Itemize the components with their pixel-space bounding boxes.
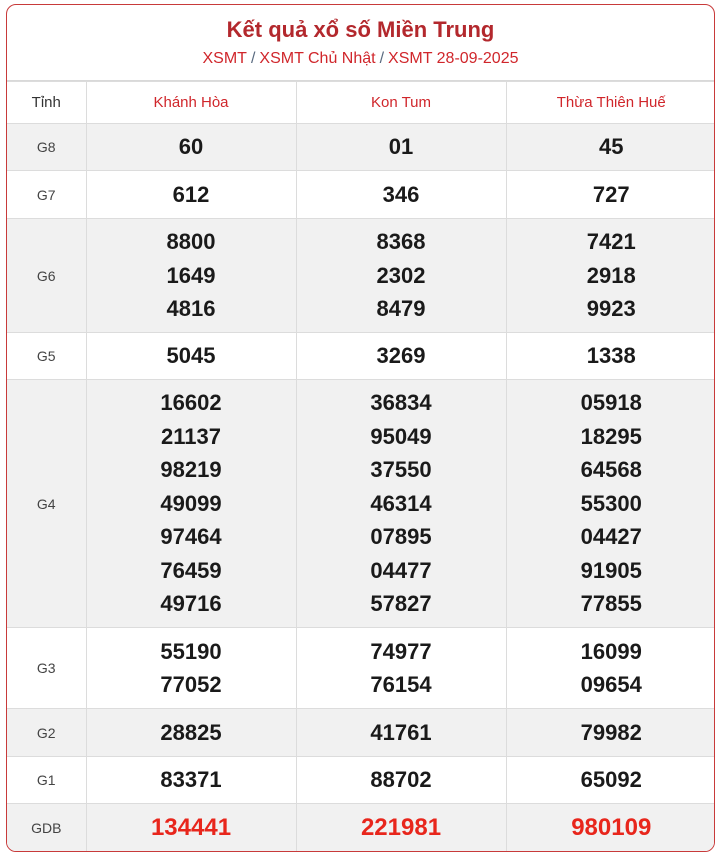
result-number: 21137 (161, 423, 221, 449)
breadcrumb-separator: / (379, 50, 385, 67)
result-number: 37550 (370, 457, 432, 483)
result-cell-khanh-hoa (86, 219, 296, 333)
result-number: 5045 (166, 343, 216, 369)
result-cell-khanh-hoa (86, 380, 296, 628)
result-cell-khanh-hoa (86, 709, 296, 757)
breadcrumb (7, 49, 714, 69)
breadcrumb-xsmt-date[interactable]: XSMT 28-09-2025 (388, 50, 519, 67)
result-number: 04427 (580, 524, 642, 550)
result-cell-khanh-hoa (86, 757, 296, 804)
column-header-thua-thien-hue[interactable]: Thừa Thiên Huế (506, 82, 715, 124)
result-number: 1649 (166, 262, 216, 288)
result-number: 8368 (376, 229, 426, 255)
table-row (7, 171, 715, 219)
result-number: 49099 (160, 490, 222, 516)
result-number: 98219 (160, 457, 222, 483)
result-number: 16602 (160, 390, 222, 416)
result-number: 49716 (160, 591, 222, 617)
result-cell-kon-tum (296, 628, 506, 709)
prize-label: G7 (7, 171, 86, 219)
result-number: 2918 (586, 262, 636, 288)
result-number: 346 (382, 181, 420, 207)
result-number: 77855 (580, 591, 642, 617)
table-row (7, 628, 715, 709)
table-row (7, 757, 715, 804)
prize-label: G3 (7, 628, 86, 709)
result-number: 612 (172, 181, 210, 207)
result-number: 76154 (370, 672, 432, 697)
result-number: 65092 (580, 767, 642, 793)
result-number: 221981 (360, 814, 442, 841)
result-cell-thua-thien-hue (506, 709, 715, 757)
table-row (7, 804, 715, 852)
result-number: 64568 (580, 457, 642, 483)
table-row (7, 219, 715, 333)
result-number: 45 (599, 134, 624, 160)
prize-label: G1 (7, 757, 86, 804)
result-number: 09654 (580, 672, 642, 697)
result-number: 28825 (160, 719, 222, 745)
result-number: 77052 (160, 672, 222, 697)
result-number: 07895 (370, 524, 432, 550)
result-cell-kon-tum (296, 124, 506, 171)
prize-label: G2 (7, 709, 86, 757)
result-cell-khanh-hoa (86, 171, 296, 219)
breadcrumb-xsmt[interactable]: XSMT (202, 50, 247, 67)
result-cell-thua-thien-hue (506, 124, 715, 171)
result-number: 04477 (370, 557, 432, 583)
result-cell-khanh-hoa (86, 333, 296, 380)
result-number: 91905 (580, 557, 642, 583)
result-number: 9923 (586, 296, 636, 322)
result-number: 16099 (580, 638, 642, 664)
results-table (7, 81, 715, 852)
prize-label: GDB (7, 804, 86, 852)
result-cell-thua-thien-hue (506, 219, 715, 333)
results-card (6, 4, 715, 852)
result-number: 74977 (370, 638, 432, 664)
result-cell-khanh-hoa (86, 124, 296, 171)
result-number: 1338 (586, 343, 636, 369)
result-number: 980109 (571, 814, 652, 841)
prize-label: G8 (7, 124, 86, 171)
result-number: 88702 (370, 767, 432, 793)
result-number: 41761 (370, 719, 432, 745)
result-cell-kon-tum (296, 709, 506, 757)
column-header-khanh-hoa[interactable]: Khánh Hòa (86, 82, 296, 124)
result-cell-thua-thien-hue (506, 804, 715, 852)
result-cell-thua-thien-hue (506, 628, 715, 709)
table-row (7, 380, 715, 628)
page-title: Kết quả xổ số Miền Trung (226, 17, 495, 42)
result-number: 57827 (370, 591, 432, 617)
result-number: 18295 (580, 423, 642, 449)
result-number: 46314 (370, 490, 432, 516)
result-number: 8479 (376, 296, 426, 322)
result-number: 8800 (166, 229, 216, 255)
result-cell-thua-thien-hue (506, 333, 715, 380)
result-number: 55300 (580, 490, 642, 516)
result-number: 97464 (160, 524, 222, 550)
result-cell-thua-thien-hue (506, 757, 715, 804)
column-header-province: Tỉnh (7, 82, 86, 124)
result-cell-kon-tum (296, 804, 506, 852)
result-number: 01 (388, 134, 414, 160)
result-cell-kon-tum (296, 171, 506, 219)
result-number: 05918 (580, 390, 642, 416)
result-number: 4816 (166, 296, 216, 322)
results-header (7, 5, 714, 81)
table-row (7, 333, 715, 380)
result-cell-thua-thien-hue (506, 380, 715, 628)
column-header-kon-tum[interactable]: Kon Tum (296, 82, 506, 124)
result-number: 134441 (150, 814, 232, 841)
result-number: 727 (592, 181, 630, 207)
table-row (7, 709, 715, 757)
table-header-row (7, 82, 715, 124)
prize-label: G6 (7, 219, 86, 333)
result-cell-kon-tum (296, 757, 506, 804)
result-cell-khanh-hoa (86, 804, 296, 852)
result-cell-khanh-hoa (86, 628, 296, 709)
result-number: 79982 (580, 719, 642, 745)
breadcrumb-separator: / (250, 50, 256, 67)
result-cell-kon-tum (296, 219, 506, 333)
result-number: 36834 (370, 390, 432, 416)
result-number: 3269 (376, 343, 426, 369)
result-number: 60 (178, 134, 204, 160)
prize-label: G5 (7, 333, 86, 380)
table-row (7, 124, 715, 171)
result-number: 83371 (160, 767, 222, 793)
result-number: 7421 (586, 229, 636, 255)
result-cell-kon-tum (296, 333, 506, 380)
result-number: 55190 (160, 638, 222, 664)
result-number: 76459 (160, 557, 222, 583)
prize-label: G4 (7, 380, 86, 628)
result-number: 95049 (370, 423, 432, 449)
result-cell-kon-tum (296, 380, 506, 628)
breadcrumb-xsmt-sunday[interactable]: XSMT Chủ Nhật (259, 50, 376, 67)
result-cell-thua-thien-hue (506, 171, 715, 219)
result-number: 2302 (376, 262, 426, 288)
